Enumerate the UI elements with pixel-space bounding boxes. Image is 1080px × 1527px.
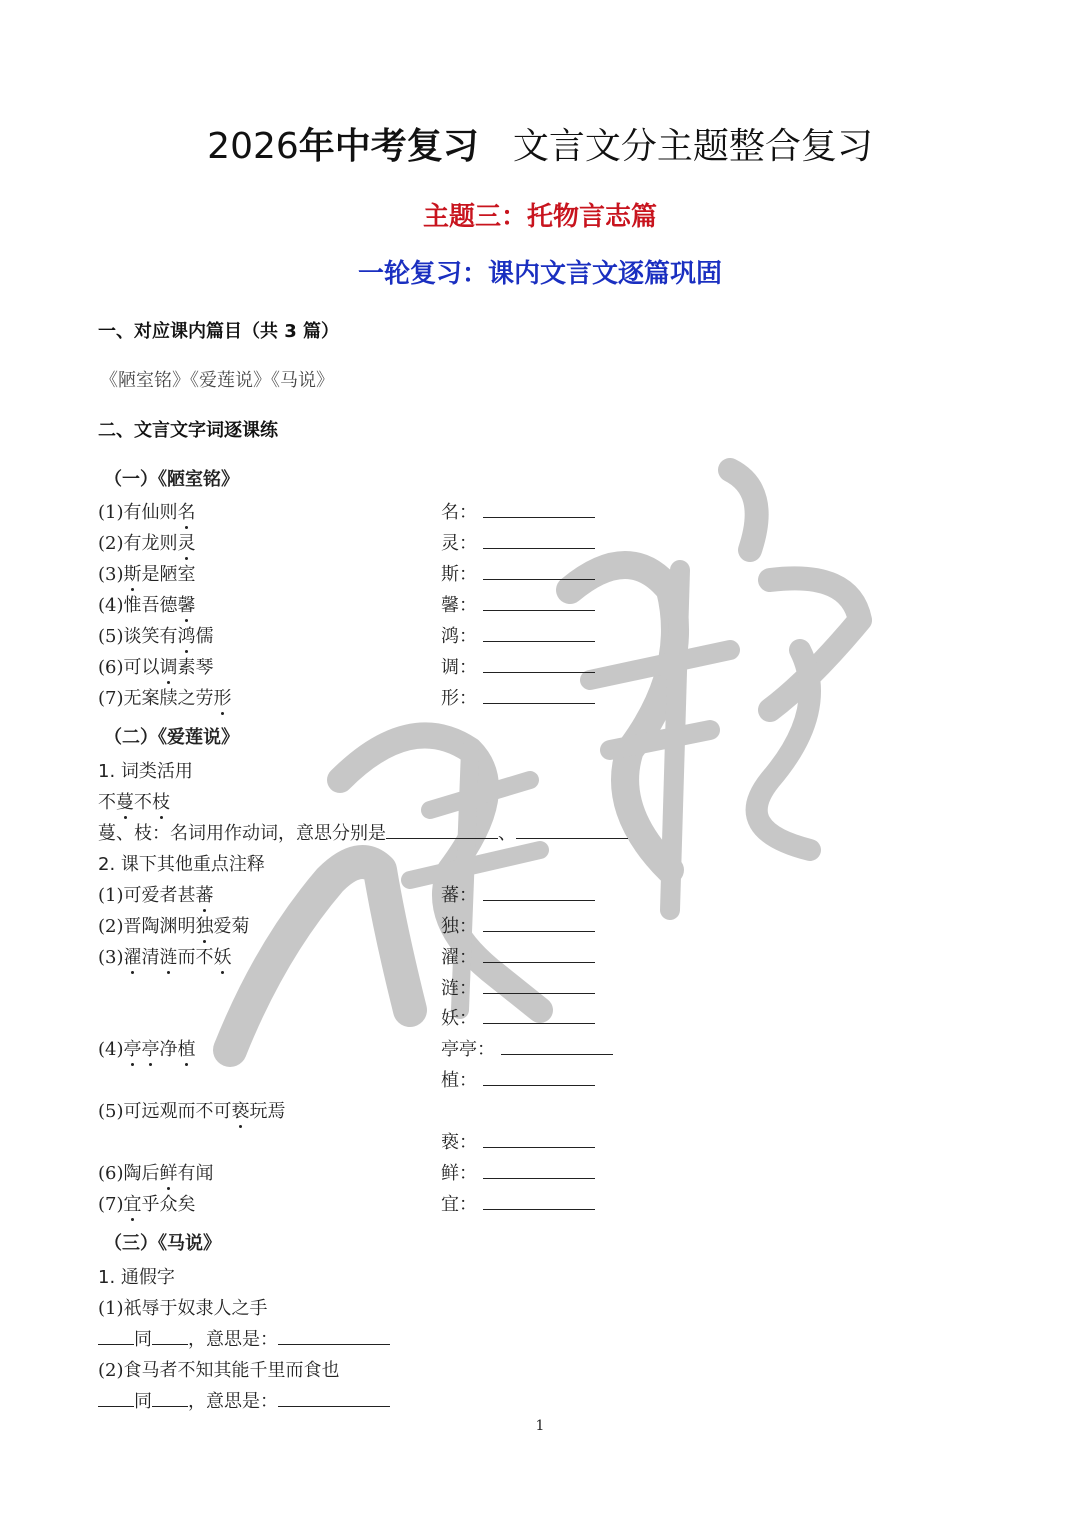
- part1-q6: (6)可以调素琴: [98, 653, 214, 679]
- part2-heading: （二）《爱莲说》: [104, 727, 239, 748]
- part2-a3b: 涟：: [441, 974, 595, 1000]
- part1-q7: (7)无案牍之劳形: [98, 684, 232, 710]
- part1-q3: (3)斯是陋室: [98, 560, 196, 586]
- part1-heading: （一）《陋室铭》: [104, 469, 239, 490]
- answer-blank[interactable]: [483, 501, 595, 518]
- answer-blank[interactable]: [501, 1038, 613, 1055]
- answer-blank[interactable]: [483, 687, 595, 704]
- part2-a5: 亵：: [441, 1128, 595, 1154]
- part2-a3c: 妖：: [441, 1004, 595, 1030]
- answer-blank[interactable]: [483, 1131, 595, 1148]
- part1-a7: 形：: [441, 684, 595, 710]
- answer-blank[interactable]: [483, 594, 595, 611]
- answer-blank[interactable]: [483, 625, 595, 642]
- part2-q3: (3)濯清涟而不妖: [98, 943, 232, 969]
- part2-a4b: 植：: [441, 1066, 595, 1092]
- part2-sub2: 2. 课下其他重点注释: [98, 854, 265, 875]
- section2-heading: 二、文言文字词逐课练: [98, 420, 278, 441]
- answer-blank[interactable]: [483, 532, 595, 549]
- part3-sub1: 1. 通假字: [98, 1267, 175, 1288]
- section1-heading: 一、对应课内篇目（共 3 篇）: [98, 321, 340, 342]
- subtitle-theme: 主题三：托物言志篇: [422, 202, 657, 232]
- answer-blank[interactable]: [483, 563, 595, 580]
- part2-a7: 宜：: [441, 1190, 595, 1216]
- answer-blank[interactable]: [98, 1390, 134, 1407]
- part3-a2: 同 ，意思是：: [98, 1387, 390, 1413]
- answer-blank[interactable]: [483, 884, 595, 901]
- answer-blank[interactable]: [483, 1162, 595, 1179]
- part1-q1: (1)有仙则名: [98, 498, 196, 524]
- page-title: [0, 118, 1080, 169]
- title-part1: 年中考复习: [298, 126, 479, 167]
- answer-blank[interactable]: [152, 1328, 188, 1345]
- title-year: 2026: [207, 126, 299, 167]
- part2-a4: 亭亭：: [441, 1035, 613, 1061]
- answer-blank[interactable]: [483, 1007, 595, 1024]
- title-part2: 文言文分主题整合复习: [512, 126, 873, 167]
- part2-phrase: 不蔓不枝: [98, 788, 170, 814]
- answer-blank[interactable]: [278, 1390, 390, 1407]
- answer-blank[interactable]: [483, 1193, 595, 1210]
- part2-q5: (5)可远观而不可亵玩焉: [98, 1097, 286, 1123]
- part3-q1: (1)祇辱于奴隶人之手: [98, 1298, 268, 1319]
- answer-blank[interactable]: [98, 1328, 134, 1345]
- answer-blank[interactable]: [483, 1069, 595, 1086]
- part1-a6: 调：: [441, 653, 595, 679]
- part1-q5: (5)谈笑有鸿儒: [98, 622, 214, 648]
- part2-a1: 蕃：: [441, 881, 595, 907]
- part1-q2: (2)有龙则灵: [98, 529, 196, 555]
- part3-heading: （三）《马说》: [104, 1233, 221, 1254]
- answer-blank[interactable]: [516, 822, 628, 839]
- answer-blank[interactable]: [483, 946, 595, 963]
- part3-q2: (2)食马者不知其能千里而食也: [98, 1360, 340, 1381]
- part3-a1: 同 ，意思是：: [98, 1325, 390, 1351]
- part2-explain: 蔓、枝：名词用作动词，意思分别是 、: [98, 819, 628, 845]
- answer-blank[interactable]: [483, 977, 595, 994]
- part2-q2: (2)晋陶渊明独爱菊: [98, 912, 250, 938]
- part2-a3: 濯：: [441, 943, 595, 969]
- part2-q6: (6)陶后鲜有闻: [98, 1159, 214, 1185]
- part1-a4: 馨：: [441, 591, 595, 617]
- part1-q4: (4)惟吾德馨: [98, 591, 196, 617]
- page-number: 1: [535, 1418, 545, 1434]
- answer-blank[interactable]: [483, 656, 595, 673]
- part1-a2: 灵：: [441, 529, 595, 555]
- part2-sub1: 1. 词类活用: [98, 761, 193, 782]
- answer-blank[interactable]: [152, 1390, 188, 1407]
- section1-list: 《陋室铭》《爱莲说》《马说》: [100, 370, 334, 391]
- part1-a1: 名：: [441, 498, 595, 524]
- part1-a5: 鸿：: [441, 622, 595, 648]
- part2-q1: (1)可爱者甚蕃: [98, 881, 214, 907]
- answer-blank[interactable]: [483, 915, 595, 932]
- part2-q7: (7)宜乎众矣: [98, 1190, 196, 1216]
- answer-blank[interactable]: [278, 1328, 390, 1345]
- part2-q4: (4)亭亭净植: [98, 1035, 196, 1061]
- part2-a2: 独：: [441, 912, 595, 938]
- subtitle-review: 一轮复习：课内文言文逐篇巩固: [357, 259, 722, 289]
- answer-blank[interactable]: [386, 822, 498, 839]
- part2-a6: 鲜：: [441, 1159, 595, 1185]
- part1-a3: 斯：: [441, 560, 595, 586]
